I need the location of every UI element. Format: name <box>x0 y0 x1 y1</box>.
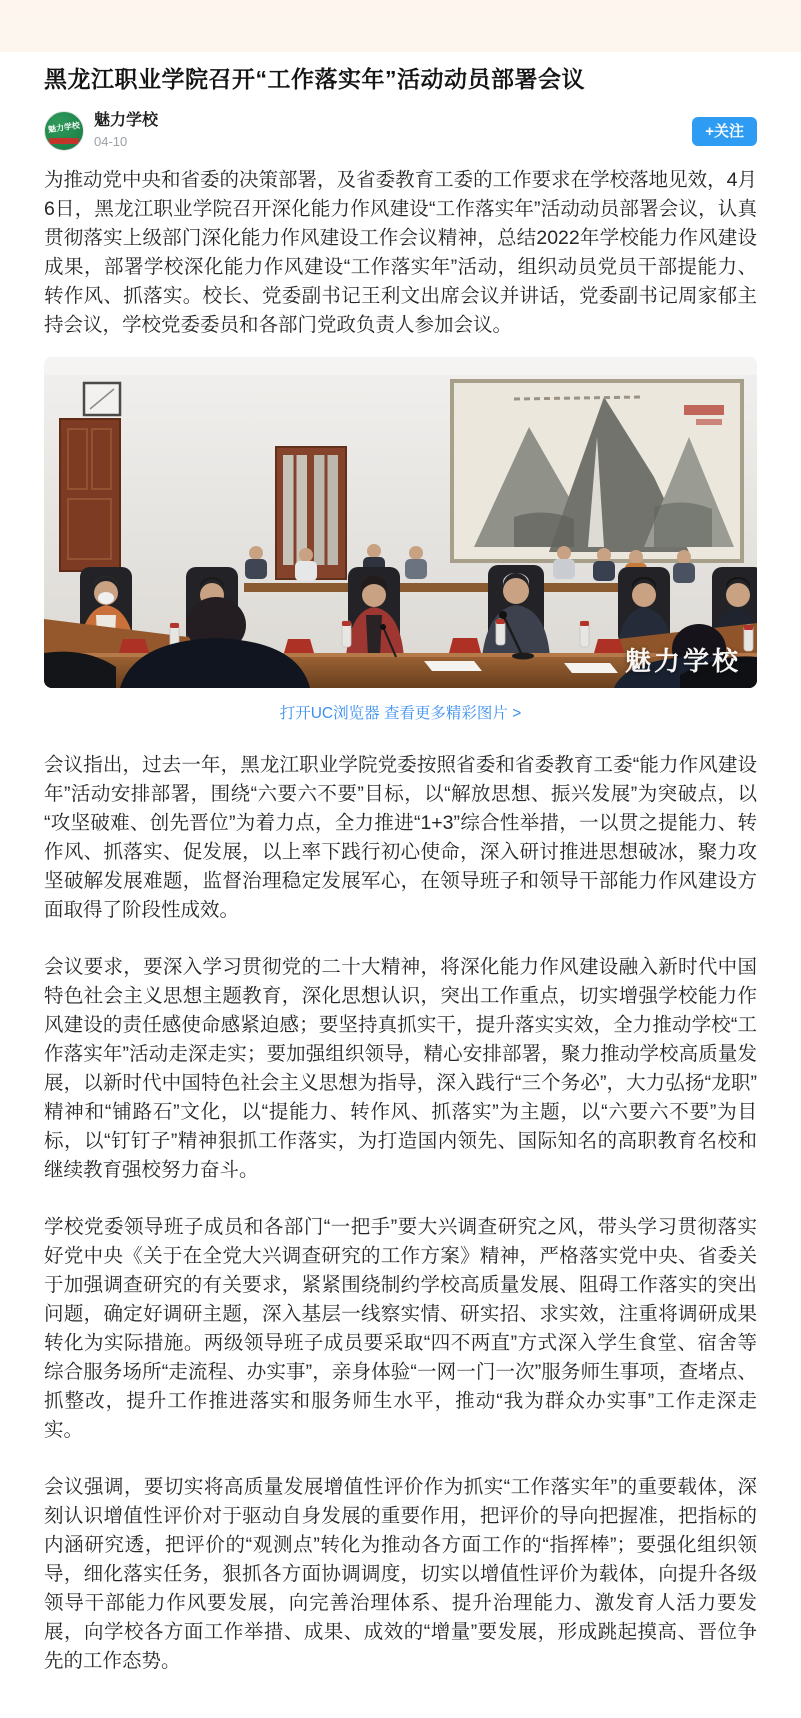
follow-button[interactable]: +关注 <box>692 117 757 146</box>
article-body <box>44 166 757 1676</box>
publish-date: 04-10 <box>94 134 128 149</box>
bottom-padding <box>44 1676 757 1718</box>
top-band <box>0 0 801 52</box>
article-photo[interactable] <box>44 357 757 688</box>
meeting-photo-illustration <box>44 357 757 688</box>
photo-watermark: 魅力学校 <box>624 646 741 676</box>
wall-painting <box>452 381 742 561</box>
avatar-label: 魅力学校 <box>47 120 81 135</box>
open-uc-browser-link[interactable]: 打开UC浏览器 查看更多精彩图片 > <box>279 705 522 722</box>
author-row <box>44 111 757 151</box>
author-meta <box>94 111 158 151</box>
paragraph: 为推动党中央和省委的决策部署，及省委教育工委的工作要求在学校落地见效，4月6日，黑龙江职业学院召开深化能力作风建设“工作落实年”活动动员部署会议，认真贯彻落实上级部门深化能力作风建设工作会议精神，总结2022年学校能力作风建设成果，部署学校深化能力作风建设“工作落实年”活动，组织动员党员干部提能力、转作风、抓落实。校长、党委副书记王利文出席会议并讲话，党委副书记周家郁主持会议，学校党委委员和各部门党政负责人参加会议。 <box>44 169 757 336</box>
photo-link-row <box>44 701 757 723</box>
article-title: 黑龙江职业学院召开“工作落实年”活动动员部署会议 <box>44 66 585 92</box>
author-name[interactable]: 魅力学校 <box>94 112 159 129</box>
article-container <box>0 64 801 1718</box>
paragraph: 学校党委领导班子成员和各部门“一把手”要大兴调查研究之风，带头学习贯彻落实好党中央《关于在全党大兴调查研究的工作方案》精神，严格落实党中央、省委关于加强调查研究的有关要求，紧紧围绕制约学校高质量发展、阻碍工作落实的突出问题，确定好调研主题，深入基层一线察实情、研实招、求实效，注重将调研成果转化为实际措施。两级领导班子成员要采取“四不两直”方式深入学生食堂、宿舍等综合服务场所“走流程、办实事”，亲身体验“一网一门一次”服务师生事项，查堵点、抓整改，提升工作推进落实和服务师生水平，推动“我为群众办实事”工作走深走实。 <box>44 1216 757 1441</box>
paragraph: 会议强调，要切实将高质量发展增值性评价作为抓实“工作落实年”的重要载体，深刻认识增值性评价对于驱动自身发展的重要作用，把评价的导向把握准，把指标的内涵研究透，把评价的“观测点”转化为推动各方面工作的“指挥棒”；要强化组织领导，细化落实任务，狠抓各方面协调调度，切实以增值性评价为载体，向提升各级领导干部能力作风要发展，向完善治理体系、提升治理能力、激发育人活力要发展，向学校各方面工作举措、成果、成效的“增量”要发展，形成跳起摸高、晋位争先的工作态势。 <box>44 1476 757 1672</box>
avatar-ribbon <box>49 138 79 144</box>
paragraph: 会议要求，要深入学习贯彻党的二十大精神，将深化能力作风建设融入新时代中国特色社会主义思想主题教育，深化思想认识，突出工作重点，切实增强学校能力作风建设的责任感使命感紧迫感；要坚持真抓实干，提升落实实效，全力推动学校“工作落实年”活动走深走实；要加强组织领导，精心安排部署，聚力推动学校高质量发展，以新时代中国特色社会主义思想为指导，深入践行“三个务必”，大力弘扬“龙职”精神和“铺路石”文化，以“提能力、转作风、抓落实”为主题，以“六要六不要”为目标，以“钉钉子”精神狠抓工作落实，为打造国内领先、国际知名的高职教育名校和继续教育强校努力奋斗。 <box>44 956 757 1181</box>
paragraph: 会议指出，过去一年，黑龙江职业学院党委按照省委和省委教育工委“能力作风建设年”活动安排部署，围绕“六要六不要”目标，以“解放思想、振兴发展”为突破点，以“攻坚破难、创先晋位”为着力点，全力推进“1+3”综合性举措，一以贯之提能力、转作风、抓落实、促发展，以上率下践行初心使命，深入研讨推进思想破冰，聚力攻坚破解发展难题，监督治理稳定发展军心，在领导班子和领导干部能力作风建设方面取得了阶段性成效。 <box>44 754 757 921</box>
publisher-avatar[interactable] <box>44 111 84 151</box>
